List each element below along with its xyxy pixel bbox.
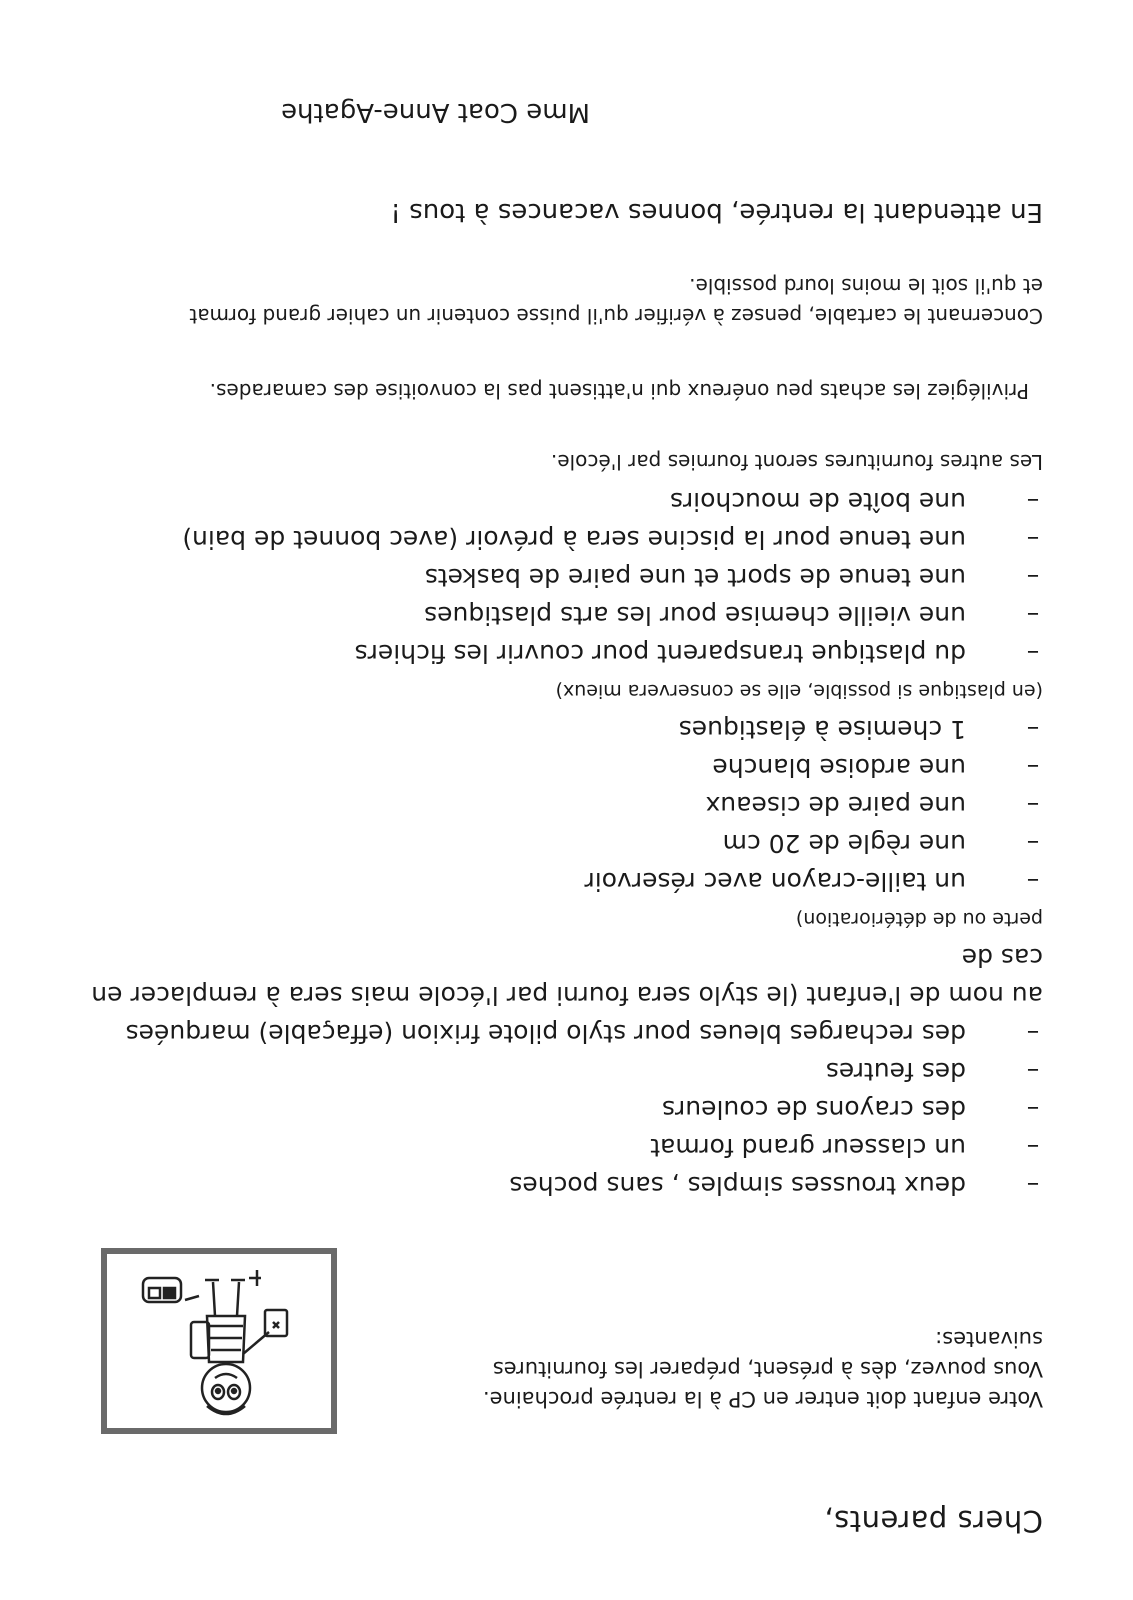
signature: Mme Coat Anne-Agathe	[281, 97, 590, 127]
intro-paragraph	[403, 1324, 1043, 1414]
other-supplies-note: Les autres fournitures seront fournies par l'école.	[550, 450, 1043, 474]
purchase-advice: Privilégiez les achats peu onéreux qui n'attisent pas la convoitise des camarades.	[209, 379, 1029, 403]
supply-list	[63, 482, 1043, 1204]
list-item	[63, 482, 1043, 520]
schoolbag-line: et qu'il soit le moins lourd possible.	[689, 274, 1043, 298]
list-item-text: une vieille chemise pour les arts plastiques	[424, 601, 966, 630]
dash-bullet: –	[1026, 639, 1040, 668]
clipart-frame	[101, 1248, 337, 1434]
list-item-text: du plastique transparent pour couvrir les fichiers	[354, 639, 966, 668]
intro-line: Vous pouvez, dès à présent, préparer les fournitures	[492, 1357, 1043, 1381]
list-item-text: des feutres	[825, 1057, 966, 1086]
list-item-text: un taille-crayon avec réservoir	[584, 867, 966, 896]
list-item	[63, 558, 1043, 596]
dash-bullet: –	[1026, 1133, 1040, 1162]
dash-bullet: –	[1026, 1057, 1040, 1086]
list-item-text: une tenue de sport et une paire de baskets	[424, 563, 966, 592]
list-item-text: 1 chemise à élastiques	[678, 715, 966, 744]
dash-bullet: –	[1026, 791, 1040, 820]
list-item	[63, 520, 1043, 558]
list-item-continuation	[63, 938, 1043, 1014]
list-item-text: au nom de l'enfant (le stylo sera fourni par l'école mais sera à remplacer en cas de	[91, 943, 1043, 1010]
list-item	[63, 748, 1043, 786]
schoolbag-note	[43, 271, 1043, 331]
dash-bullet: –	[1026, 525, 1040, 554]
schoolbag-line: Concernant le cartable, pensez à vérifier qu'il puisse contenir un cahier grand format	[189, 304, 1043, 328]
list-item-text: une ardoise blanche	[712, 753, 966, 782]
list-item-text: une boîte de mouchoirs	[669, 487, 966, 516]
list-item-text: (en plastique si possible, elle se conservera mieux)	[555, 680, 1043, 702]
dash-bullet: –	[1026, 601, 1040, 630]
list-item	[63, 1014, 1043, 1052]
dash-bullet: –	[1026, 1171, 1040, 1200]
list-item-text: une paire de ciseaux	[705, 791, 966, 820]
list-item-text: des crayons de couleurs	[661, 1095, 966, 1124]
list-item-continuation	[63, 672, 1043, 710]
dash-bullet: –	[1026, 487, 1040, 516]
list-item	[63, 596, 1043, 634]
greeting: Chers parents,	[823, 1504, 1043, 1538]
list-item	[63, 1128, 1043, 1166]
list-item	[63, 824, 1043, 862]
closing-line: En attendant la rentrée, bonnes vacances à tous !	[390, 197, 1043, 227]
list-item-text: un classeur grand format	[650, 1133, 966, 1162]
intro-line: Votre enfant doit entrer en CP à la rentrée prochaine.	[482, 1387, 1043, 1411]
list-item-text: des recharges bleues pour stylo pilote frixion (effaçable) marquées	[125, 1019, 966, 1048]
dash-bullet: –	[1026, 563, 1040, 592]
dash-bullet: –	[1026, 753, 1040, 782]
list-item	[63, 1090, 1043, 1128]
list-item	[63, 1166, 1043, 1204]
dash-bullet: –	[1026, 715, 1040, 744]
dash-bullet: –	[1026, 1019, 1040, 1048]
list-item	[63, 862, 1043, 900]
list-item	[63, 1052, 1043, 1090]
list-item	[63, 710, 1043, 748]
list-item-continuation	[63, 900, 1043, 938]
schoolchild-with-backpack-icon	[107, 1254, 331, 1428]
list-item	[63, 786, 1043, 824]
intro-line: suivantes:	[935, 1327, 1043, 1351]
dash-bullet: –	[1026, 829, 1040, 858]
dash-bullet: –	[1026, 1095, 1040, 1124]
list-item	[63, 634, 1043, 672]
dash-bullet: –	[1026, 867, 1040, 896]
list-item-text: une règle de 20 cm	[722, 829, 966, 858]
list-item-text: une tenue pour la piscine sera à prévoir (avec bonnet de bain)	[182, 525, 966, 554]
list-item-text: perte ou de détérioration)	[795, 908, 1043, 930]
list-item-text: deux trousses simples , sans poches	[509, 1171, 966, 1200]
